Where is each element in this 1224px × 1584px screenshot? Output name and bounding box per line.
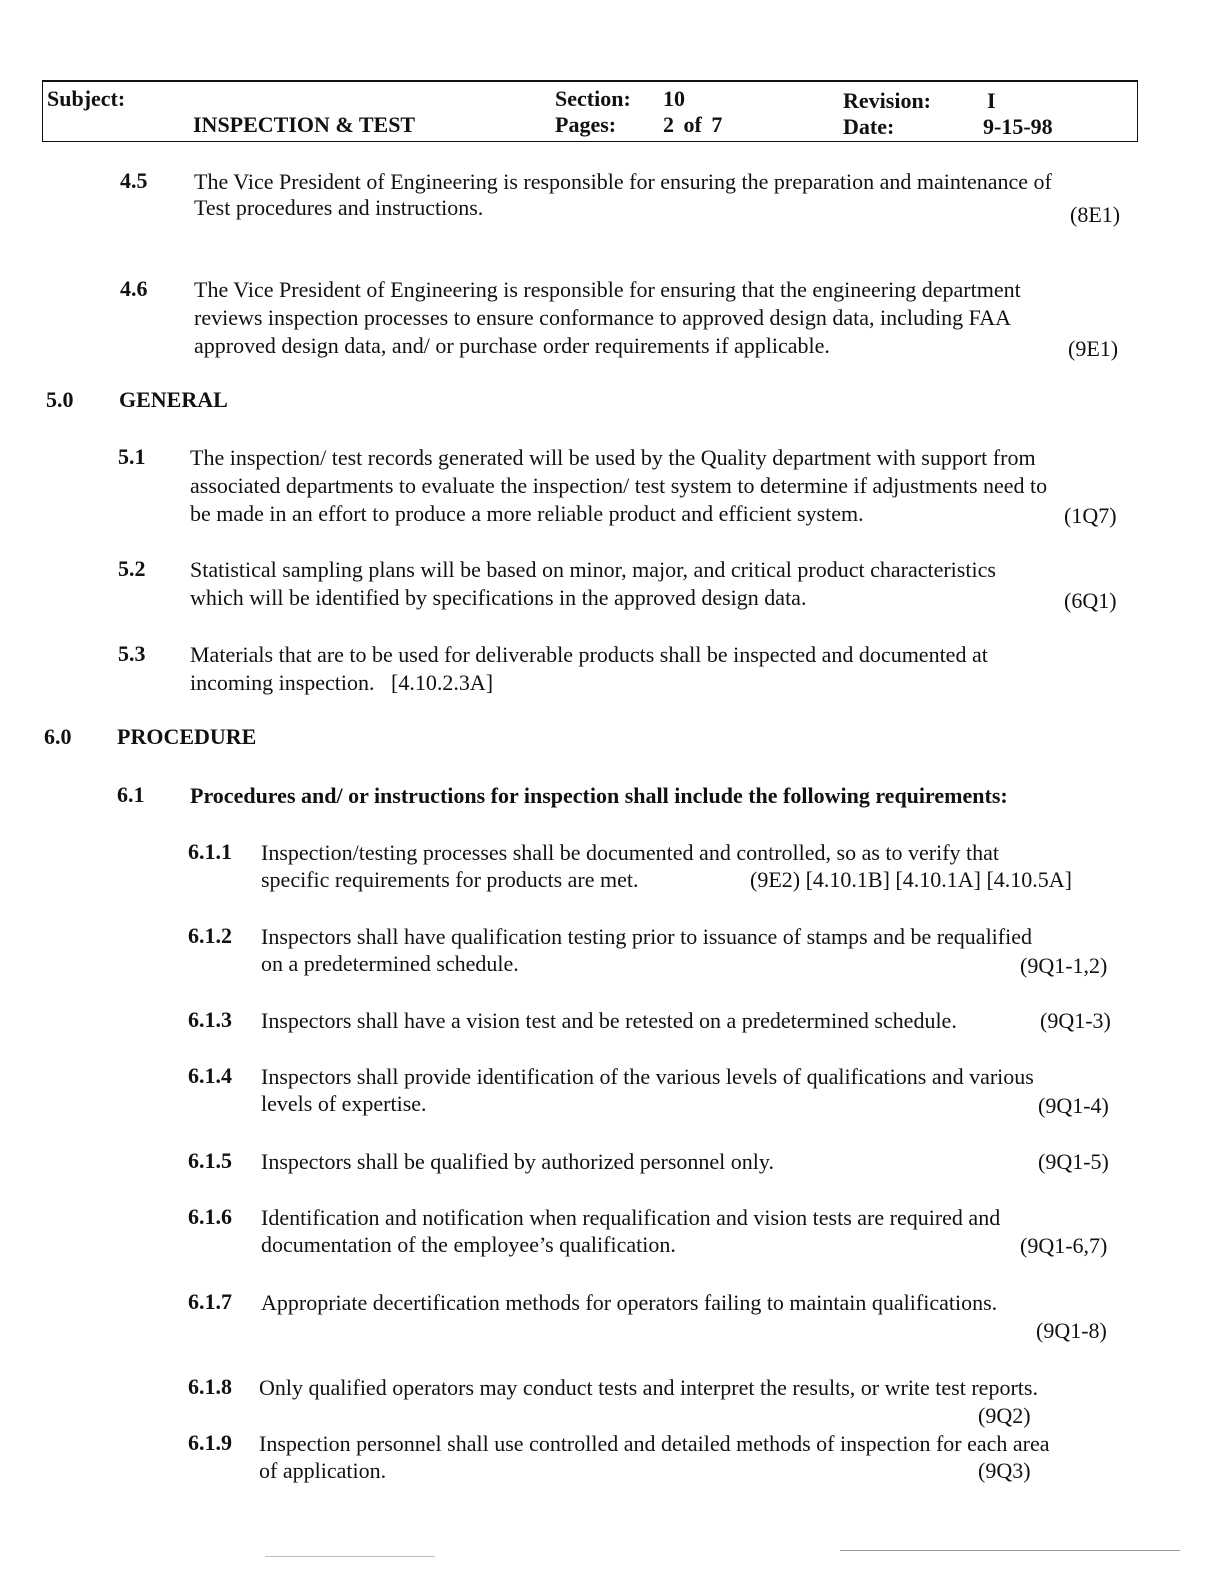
item-number: 6.1 [117, 782, 145, 807]
date-value: 9-15-98 [983, 114, 1053, 139]
item-text-line: of application. [259, 1458, 387, 1483]
reference-code: (9Q2) [978, 1403, 1031, 1428]
item-number: 6.1.3 [188, 1007, 232, 1032]
item-text-line: Inspection/testing processes shall be documented and controlled, so as to verify that [261, 840, 1000, 865]
item-number: 4.5 [120, 168, 148, 193]
item-number: 4.6 [120, 276, 148, 301]
item-text-line: documentation of the employee’s qualification. [261, 1232, 676, 1257]
item-number: 6.1.2 [188, 923, 232, 948]
item-text-line: be made in an effort to produce a more reliable product and efficient system. [190, 501, 864, 526]
item-text-line: Identification and notification when requalification and vision tests are required and [261, 1205, 1001, 1230]
item-text-line: Only qualified operators may conduct tests and interpret the results, or write test reports. [259, 1375, 1038, 1400]
reference-code: (8E1) [1070, 202, 1121, 227]
item-text-line: approved design data, and/ or purchase order requirements if applicable. [194, 333, 830, 358]
item-number: 6.1.9 [188, 1430, 232, 1455]
item-text-line: specific requirements for products are met. [261, 867, 639, 892]
section-number: 5.0 [46, 387, 74, 412]
item-text-line: Inspection personnel shall use controlled and detailed methods of inspection for each area [259, 1431, 1050, 1456]
pages-label: Pages: [555, 112, 617, 137]
reference-code: (9Q1-5) [1038, 1149, 1109, 1174]
scan-artifact [265, 1556, 435, 1557]
item-text-line: on a predetermined schedule. [261, 951, 519, 976]
item-number: 5.1 [118, 444, 146, 469]
section-value: 10 [663, 86, 685, 111]
reference-code: (9E2) [4.10.1B] [4.10.1A] [4.10.5A] [750, 867, 1072, 892]
item-text-line: The Vice President of Engineering is responsible for ensuring the preparation and maintenance of [194, 169, 1052, 194]
subject-value: INSPECTION & TEST [193, 112, 416, 137]
reference-code: (6Q1) [1064, 588, 1117, 613]
item-text-line: Inspectors shall have qualification testing prior to issuance of stamps and be requalified [261, 924, 1032, 949]
reference-code: (9Q1-1,2) [1020, 953, 1108, 978]
item-number: 5.3 [118, 641, 146, 666]
item-text-line: which will be identified by specifications in the approved design data. [190, 585, 807, 610]
item-heading: Procedures and/ or instructions for inspection shall include the following requirements: [190, 783, 1008, 808]
section-title: PROCEDURE [117, 724, 257, 749]
section-title: GENERAL [119, 387, 228, 412]
pages-value: 2 of 7 [663, 112, 723, 137]
item-number: 6.1.6 [188, 1204, 232, 1229]
reference-code: (9Q1-3) [1040, 1008, 1111, 1033]
item-text-line: associated departments to evaluate the inspection/ test system to determine if adjustments need to [190, 473, 1048, 498]
item-text-line: reviews inspection processes to ensure conformance to approved design data, including FAA [194, 305, 1012, 330]
section-label: Section: [555, 86, 631, 111]
subject-label: Subject: [47, 86, 126, 111]
item-number: 6.1.8 [188, 1374, 232, 1399]
item-text-line: Materials that are to be used for deliverable products shall be inspected and documented at [190, 642, 988, 667]
reference-code: (1Q7) [1064, 503, 1117, 528]
item-number: 6.1.5 [188, 1148, 232, 1173]
reference-code: (9E1) [1068, 336, 1119, 361]
reference-code: (9Q1-8) [1036, 1318, 1107, 1343]
date-label: Date: [843, 114, 895, 139]
item-text-line: Statistical sampling plans will be based on minor, major, and critical product characteristics [190, 557, 996, 582]
revision-label: Revision: [843, 88, 931, 113]
item-number: 6.1.1 [188, 839, 232, 864]
item-number: 6.1.7 [188, 1289, 232, 1314]
item-number: 5.2 [118, 556, 146, 581]
item-text-line: Test procedures and instructions. [194, 195, 484, 220]
item-text-line: Inspectors shall have a vision test and be retested on a predetermined schedule. [261, 1008, 957, 1033]
item-text-line: incoming inspection. [4.10.2.3A] [190, 670, 494, 695]
revision-value: I [987, 88, 996, 113]
item-text-line: Inspectors shall provide identification of the various levels of qualifications and various [261, 1064, 1034, 1089]
item-text-line: Appropriate decertification methods for operators failing to maintain qualifications. [261, 1290, 998, 1315]
item-text-line: levels of expertise. [261, 1091, 427, 1116]
reference-code: (9Q3) [978, 1458, 1031, 1483]
item-text-line: The Vice President of Engineering is responsible for ensuring that the engineering department [194, 277, 1021, 302]
scan-artifact [840, 1550, 1180, 1551]
section-number: 6.0 [44, 724, 72, 749]
item-text-line: The inspection/ test records generated will be used by the Quality department with support from [190, 445, 1036, 470]
document-header [42, 80, 1138, 142]
reference-code: (9Q1-6,7) [1020, 1233, 1108, 1258]
item-text-line: Inspectors shall be qualified by authorized personnel only. [261, 1149, 774, 1174]
reference-code: (9Q1-4) [1038, 1093, 1109, 1118]
item-number: 6.1.4 [188, 1063, 232, 1088]
